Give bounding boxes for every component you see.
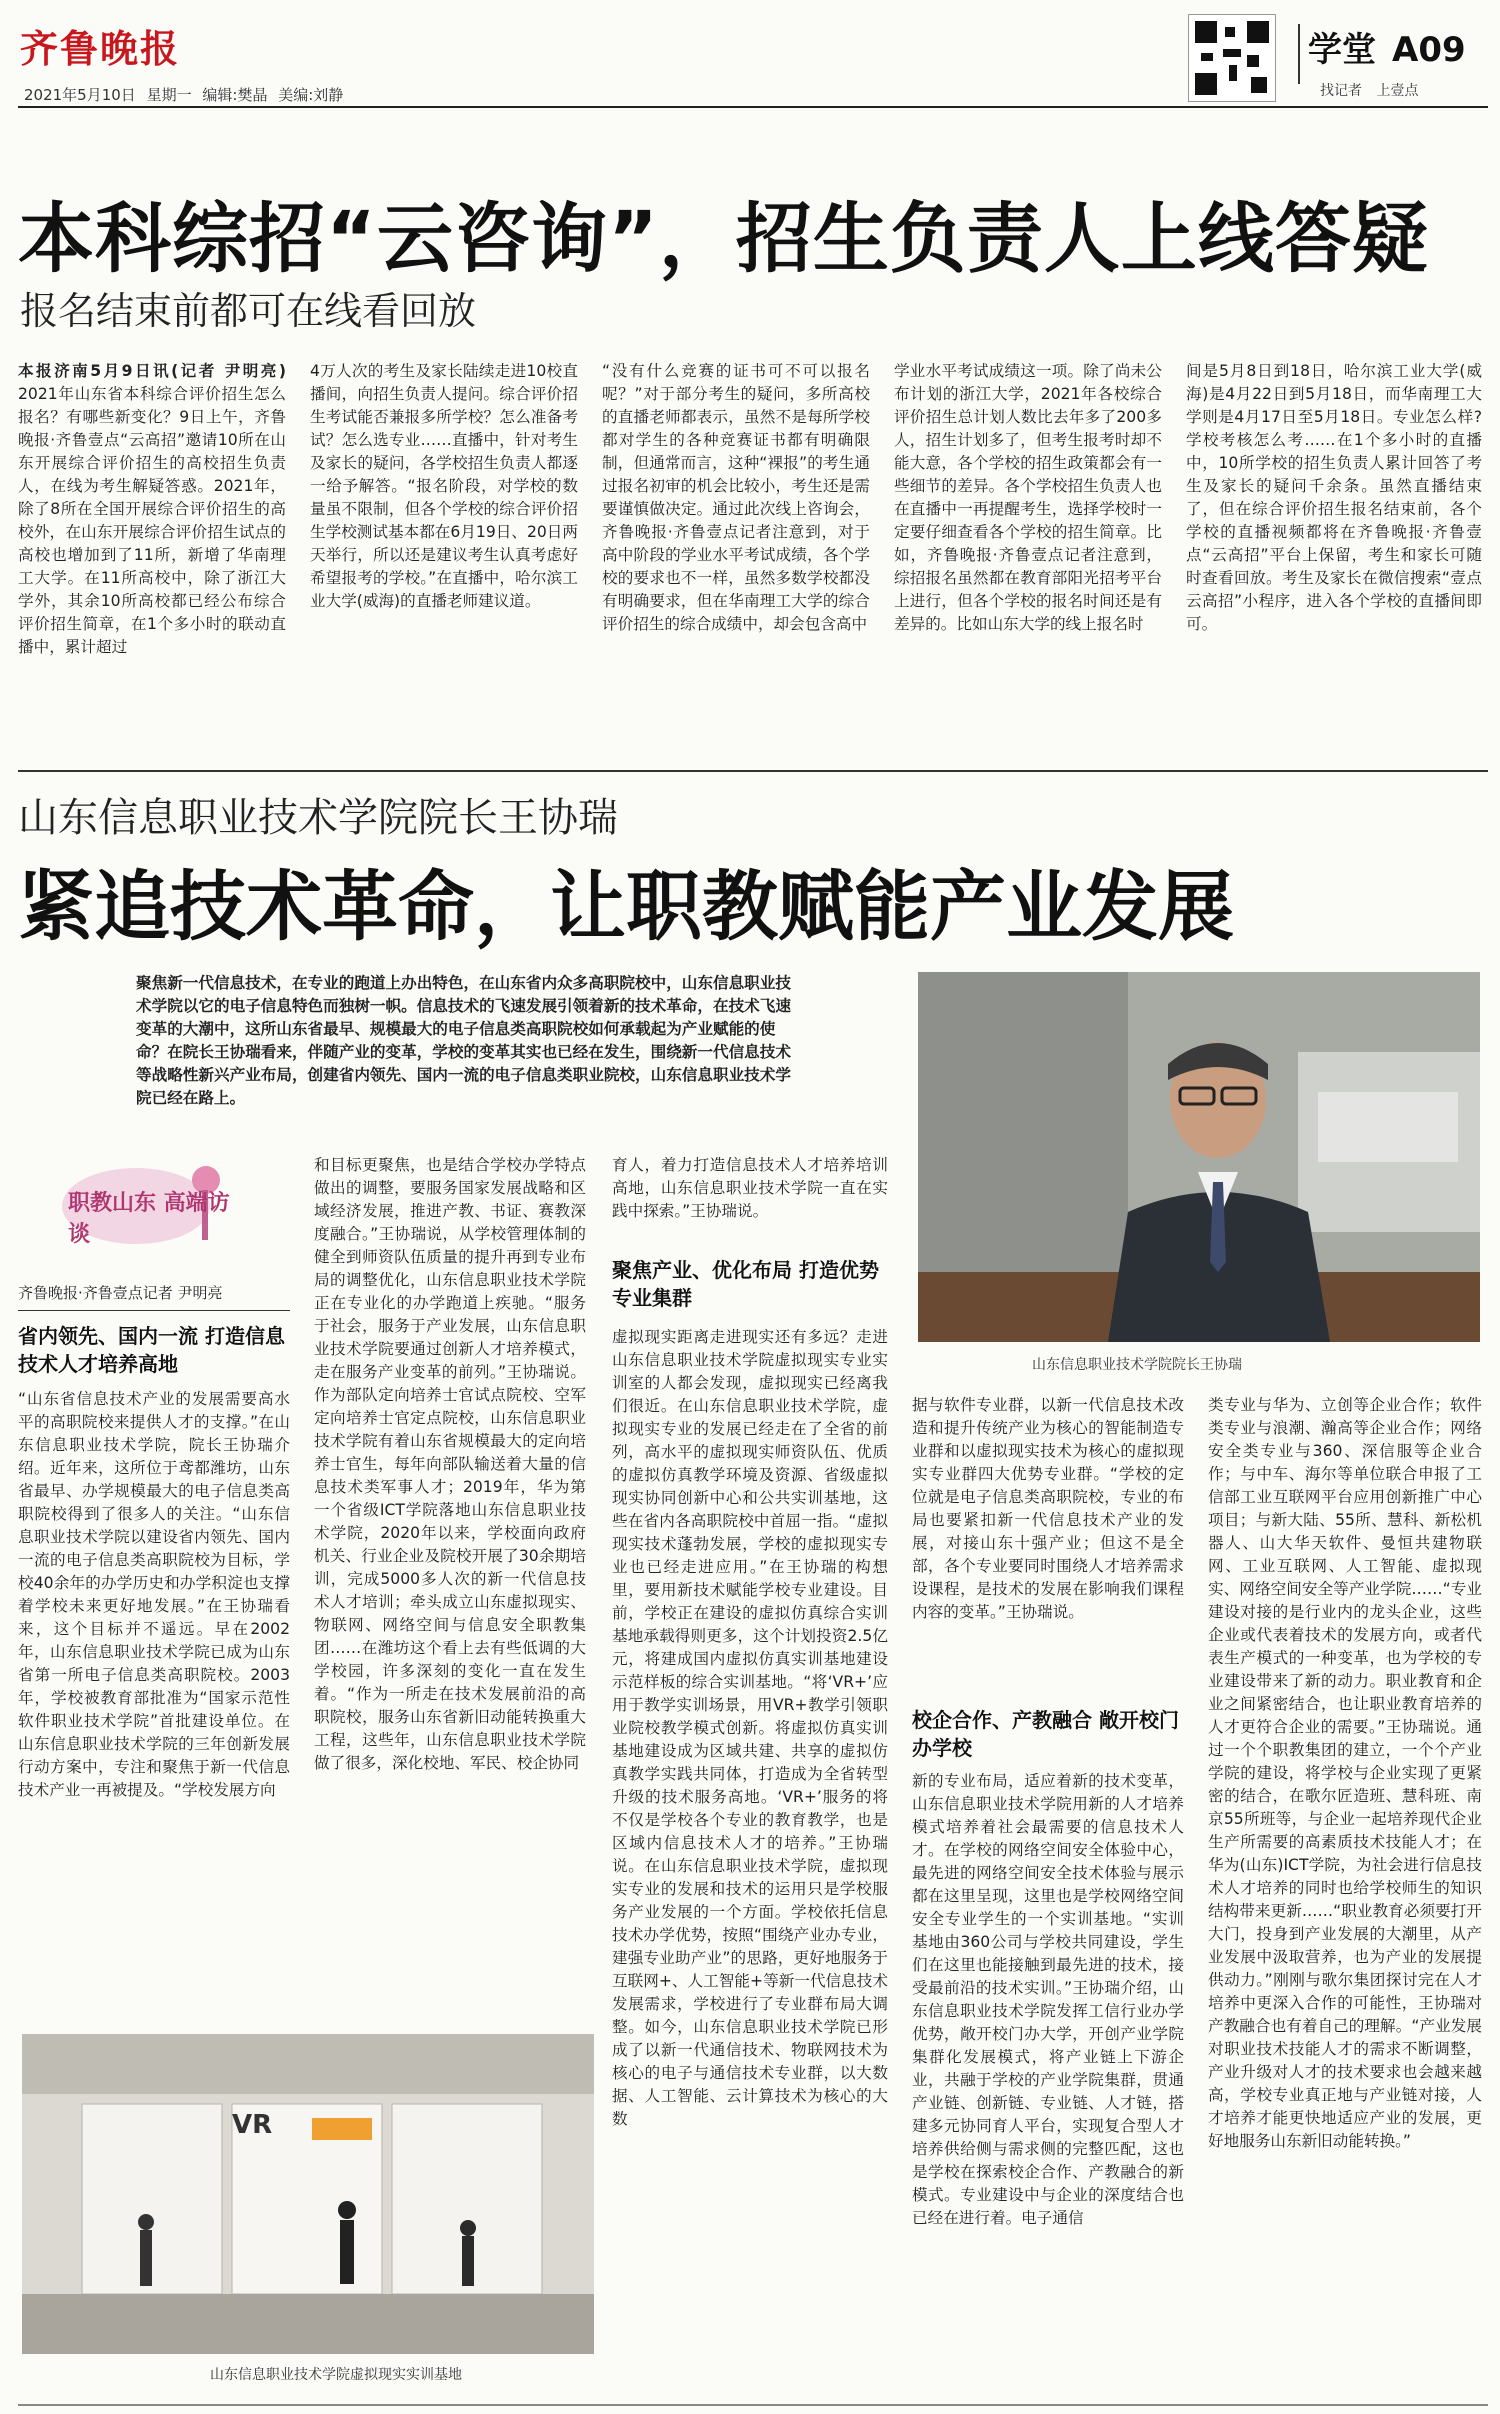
section-name: 学堂 <box>1308 30 1376 70</box>
column-logo-text: 职教山东 高端访谈 <box>68 1190 230 1247</box>
bottom-rule <box>18 2404 1488 2406</box>
story2-subhead-1: 省内领先、国内一流 打造信息技术人才培养高地 <box>18 1324 285 1376</box>
portrait-caption: 山东信息职业技术学院院长王协瑞 <box>1032 1357 1242 1373</box>
story1-col1-text: 2021年山东省本科综合评价招生怎么报名？有哪些新变化？9日上午，齐鲁晚报·齐鲁壹点“云高招”邀请10所在山东开展综合评价招生的高校招生负责人，在线为考生解疑答惑。2021年，除了8所在全国开展综合评价招生的高校外，在山东开展综合评价招生试点的高校也增加到了11所，新增了华南理工大学。在11所高校中，除了浙江大学外，其余10所高校都已经公布综合评价招生简章，在1个多小时的联动直播中，累计超过 <box>18 385 286 656</box>
issue-date: 2021年5月10日 <box>24 86 136 104</box>
designer-credit: 美编:刘静 <box>278 86 344 104</box>
newspaper-logo: 齐鲁晚报 <box>20 26 181 71</box>
masthead <box>18 14 1488 108</box>
masthead-divider <box>1298 24 1300 84</box>
section-label <box>1308 22 1466 71</box>
story2-column-2: 和目标更聚焦，也是结合学校办学特点做出的调整，要服务国家发展战略和区域经济发展，推进产教、书证、赛教深度融合。”王协瑞说，从学校管理体制的健全到师资队伍质量的提升再到专业布局的调整优化，山东信息职业技术学院正在专业化的办学跑道上疾驰。“服务于社会，服务于产业发展，山东信息职业技术学院要通过创新人才培养模式，走在服务产业变革的前列。”王协瑞说。作为部队定向培养士官试点院校、空军定向培养士官定点院校，山东信息职业技术学院有着山东省规模最大的定向培养士官生，每年向部队输送着大量的信息技术类军事人才；2019年，华为第一个省级ICT学院落地山东信息职业技术学院，2020年以来，学校面向政府机关、行业企业及院校开展了30余期培训，完成5000多人次的新一代信息技术人才培训；牵头成立山东虚拟现实、物联网、网络空间与信息安全职教集团……在潍坊这个看上去有些低调的大学校园，许多深刻的变化一直在发生着。“作为一所走在技术发展前沿的高职院校，服务山东省新旧动能转换重大工程，这些年，山东信息职业技术学院做了很多，深化校地、军民、校企协同 <box>314 1156 586 1772</box>
byline-rule <box>18 1310 290 1311</box>
vr-sign: VR <box>232 2110 273 2140</box>
story2-subhead-2: 聚焦产业、优化布局 打造优势专业集群 <box>612 1258 879 1310</box>
story1-column-1 <box>18 360 286 659</box>
story1-subhead: 报名结束前都可在线看回放 <box>20 289 477 333</box>
issue-weekday: 星期一 <box>146 86 192 104</box>
story1-column-3: “没有什么竞赛的证书可不可以报名呢？”对于部分考生的疑问，多所高校的直播老师都表示，虽然不是每所学校都对学生的各种竞赛证书都有明确限制，但通常而言，这种“裸报”的考生通过报名初审的机会比较小，考生还是需要谨慎做决定。通过此次线上咨询会，齐鲁晚报·齐鲁壹点记者注意到，对于高中阶段的学业水平考试成绩，各个学校的要求也不一样，虽然多数学校都没有明确要求，但在华南理工大学的综合评价招生的综合成绩中，却会包含高中 <box>602 362 870 633</box>
story2-column-3a: 育人，着力打造信息技术人才培养培训高地，山东信息职业技术学院一直在实践中探索。”王协瑞说。 <box>612 1156 888 1220</box>
story2-kicker: 山东信息职业技术学院院长王协瑞 <box>18 795 618 841</box>
story-divider <box>18 770 1488 772</box>
vr-lab-caption: 山东信息职业技术学院虚拟现实实训基地 <box>210 2367 462 2383</box>
reporter-tag: 找记者 上壹点 <box>1320 83 1419 99</box>
story1-dateline: 本报济南5月9日讯(记者 尹明亮) <box>18 362 286 380</box>
column-logo <box>56 1150 236 1260</box>
story1-headline: 本科综招“云咨询”，招生负责人上线答疑 <box>18 194 1429 283</box>
story2-column-1: “山东省信息技术产业的发展需要高水平的高职院校来提供人才的支撑。”在山东信息职业技术学院，院长王协瑞介绍。近年来，这所位于鸢都潍坊，山东省最早、办学规模最大的电子信息类高职院校得到了很多人的关注。“山东信息职业技术学院以建设省内领先、国内一流的电子信息类高职院校为目标，学校40余年的办学历史和办学积淀也支撑着学校未来更好地发展。”在王协瑞看来，这个目标并不遥远。早在2002年，山东信息职业技术学院已成为山东省第一所电子信息类高职院校。2003年，学校被教育部批准为“国家示范性软件职业技术学院”首批建设单位。在山东信息职业技术学院的三年创新发展行动方案中，专注和聚焦于新一代信息技术产业一再被提及。“学校发展方向 <box>18 1390 290 1799</box>
editor-credit: 编辑:樊晶 <box>202 86 268 104</box>
story2-column-5: 类专业与华为、立创等企业合作；软件类专业与浪潮、瀚高等企业合作；网络安全类专业与360、深信服等企业合作；与中车、海尔等单位联合申报了工信部工业互联网平台应用创新推广中心项目；与新大陆、55所、慧科、新松机器人、山大华天软件、曼恒共建物联网、工业互联网、人工智能、虚拟现实、网络空间安全等产业学院……“专业建设对接的是行业内的龙头企业，这些企业或代表着技术的发展方向，或者代表生产模式的一种变革，也为学校的专业建设带来了新的动力。职业教育和企业之间紧密结合，也让职业教育培养的人才更符合企业的需要。”王协瑞说。通过一个个职教集团的建立，一个个产业学院的建设，将学校与企业实现了更紧密的结合，在歌尔匠造班、慧科班、南京55所班等，与企业一起培养现代企业生产所需要的高素质技术技能人才；在华为(山东)ICT学院，为社会进行信息技术人才培养的同时也给学校师生的知识结构带来更新……“职业教育必须要打开大门，投身到产业发展的大潮里，从产业发展中汲取营养，也为产业的发展提供动力。”刚刚与歌尔集团探讨完在人才培养中更深入合作的可能性，王协瑞对产教融合也有着自己的理解。“产业发展对职业技术技能人才的需求不断调整，产业升级对人才的技术要求也会越来越高，学校专业真正地与产业链对接，人才培养才能更快地适应产业的发展，更好地服务山东新旧动能转换。” <box>1208 1396 1482 2150</box>
vr-lab-photo <box>22 2034 594 2354</box>
story1-column-5: 间是5月8日到18日，哈尔滨工业大学(威海)是4月22日到5月18日，而华南理工大学则是4月17日至5月18日。专业怎么样?学校考核怎么考……在1个多小时的直播中，10所学校的招生负责人累计回答了考生及家长的疑问千余条。虽然直播结束了，但在综合评价招生报名结束前，各个学校的直播视频都将在齐鲁晚报·齐鲁壹点“云高招”平台上保留，考生和家长可随时查看回放。考生及家长在微信搜索“壹点云高招”小程序，进入各个学校的直播间即可。 <box>1186 362 1482 633</box>
story2-subhead-3: 校企合作、产教融合 敞开校门办学校 <box>912 1708 1179 1760</box>
story1-column-2: 4万人次的考生及家长陆续走进10校直播间，向招生负责人提问。综合评价招生考试能否兼报多所学校？怎么准备考试？怎么选专业……直播中，针对考生及家长的疑问，各学校招生负责人都逐一给予解答。“报名阶段，对学校的数量虽不限制，但各个学校的综合评价招生学校测试基本都在6月19日、20日两天举行，所以还是建议考生认真考虑好希望报考的学校。”在直播中，哈尔滨工业大学(威海)的直播老师建议道。 <box>310 362 578 610</box>
issue-meta <box>24 84 343 105</box>
story2-column-4a: 据与软件专业群，以新一代信息技术改造和提升传统产业为核心的智能制造专业群和以虚拟现实技术为核心的虚拟现实专业群四大优势专业群。“学校的定位就是电子信息类高职院校，专业的布局也要紧扣新一代信息技术产业的发展，对接山东十强产业；但这不是全部，各个专业要同时围绕人才培养需求设课程，是技术的发展在影响我们课程内容的变革。”王协瑞说。 <box>912 1396 1184 1621</box>
portrait-illustration <box>918 972 1480 1342</box>
story2-lead: 聚焦新一代信息技术，在专业的跑道上办出特色，在山东省内众多高职院校中，山东信息职业技术学院以它的电子信息特色而独树一帜。信息技术的飞速发展引领着新的技术革命，在技术飞速变革的大潮中，这所山东省最早、规模最大的电子信息类高职院校如何承载起为产业赋能的使命？在院长王协瑞看来，伴随产业的变革，学校的变革其实也已经在发生，围绕新一代信息技术等战略性新兴产业布局，创建省内领先、国内一流的电子信息类职业院校，山东信息职业技术学院已经在路上。 <box>136 974 791 1107</box>
qr-code-icon <box>1188 14 1276 102</box>
story2-column-4b: 新的专业布局，适应着新的技术变革，山东信息职业技术学院用新的人才培养模式培养着社会最需要的信息技术人才。在学校的网络空间安全体验中心，最先进的网络空间安全技术体验与展示都在这里呈现，这里也是学校网络空间安全专业学生的一个实训基地。“实训基地由360公司与学校共同建设，学生们在这里也能接触到最先进的技术，接受最前沿的技术实训。”王协瑞介绍，山东信息职业技术学院发挥工信行业办学优势，敞开校门办大学，开创产业学院集群化发展模式，将产业链上下游企业，共融于学校的产业学院集群，贯通产业链、创新链、专业链、人才链，搭建多元协同育人平台，实现复合型人才培养供给侧与需求侧的完整匹配，这也是学校在探索校企合作、产教融合的新模式。专业建设中与企业的深度结合也已经在进行着。电子通信 <box>912 1772 1184 2227</box>
story1-column-4: 学业水平考试成绩这一项。除了尚未公布计划的浙江大学，2021年各校综合评价招生总计划人数比去年多了200多人，招生计划多了，但考生报考时却不能大意，各个学校的招生政策都会有一些细节的差异。各个学校招生负责人也在直播中一再提醒考生，选择学校时一定要仔细查看各个学校的招生简章。比如，齐鲁晚报·齐鲁壹点记者注意到，综招报名虽然都在教育部阳光招考平台上进行，但各个学校的报名时间还是有差异的。比如山东大学的线上报名时 <box>894 362 1162 633</box>
page-number: A09 <box>1392 30 1466 70</box>
story2-column-3b: 虚拟现实距离走进现实还有多远？走进山东信息职业技术学院虚拟现实专业实训室的人都会发现，虚拟现实已经离我们很近。在山东信息职业技术学院，虚拟现实专业的发展已经走在了全省的前列，高水平的虚拟现实师资队伍、优质的虚拟仿真教学环境及资源、省级虚拟现实协同创新中心和公共实训基地，这些在省内各高职院校中首屈一指。“虚拟现实技术蓬勃发展，学校的虚拟现实专业也已经走进应用。”在王协瑞的构想里，要用新技术赋能学校专业建设。目前，学校正在建设的虚拟仿真综合实训基地承载得则更多，这个计划投资2.5亿元，将建成国内虚拟仿真实训基地建设示范样板的综合实训基地。“将‘VR+’应用于教学实训场景，用VR+教学引领职业院校教学模式创新。将虚拟仿真实训基地建设成为区域共建、共享的虚拟仿真教学实践共同体，打造成为全省转型升级的技术服务高地。‘VR+’服务的将不仅是学校各个专业的教育教学，也是区域内信息技术人才的培养。”王协瑞说。在山东信息职业技术学院，虚拟现实专业的发展和技术的运用只是学校服务产业发展的一个方面。学校依托信息技术办学优势，按照“围绕产业办专业，建强专业助产业”的思路，更好地服务于互联网+、人工智能+等新一代信息技术发展需求，学校进行了专业群布局大调整。如今，山东信息职业技术学院已形成了以新一代通信技术、物联网技术为核心的电子与通信技术专业群，以大数据、人工智能、云计算技术为核心的大数 <box>612 1328 888 2128</box>
portrait-photo <box>918 972 1480 1342</box>
story2-headline: 紧追技术革命，让职教赋能产业发展 <box>18 862 1234 951</box>
story2-byline: 齐鲁晚报·齐鲁壹点记者 尹明亮 <box>18 1284 223 1302</box>
vr-lab-illustration <box>22 2034 594 2354</box>
